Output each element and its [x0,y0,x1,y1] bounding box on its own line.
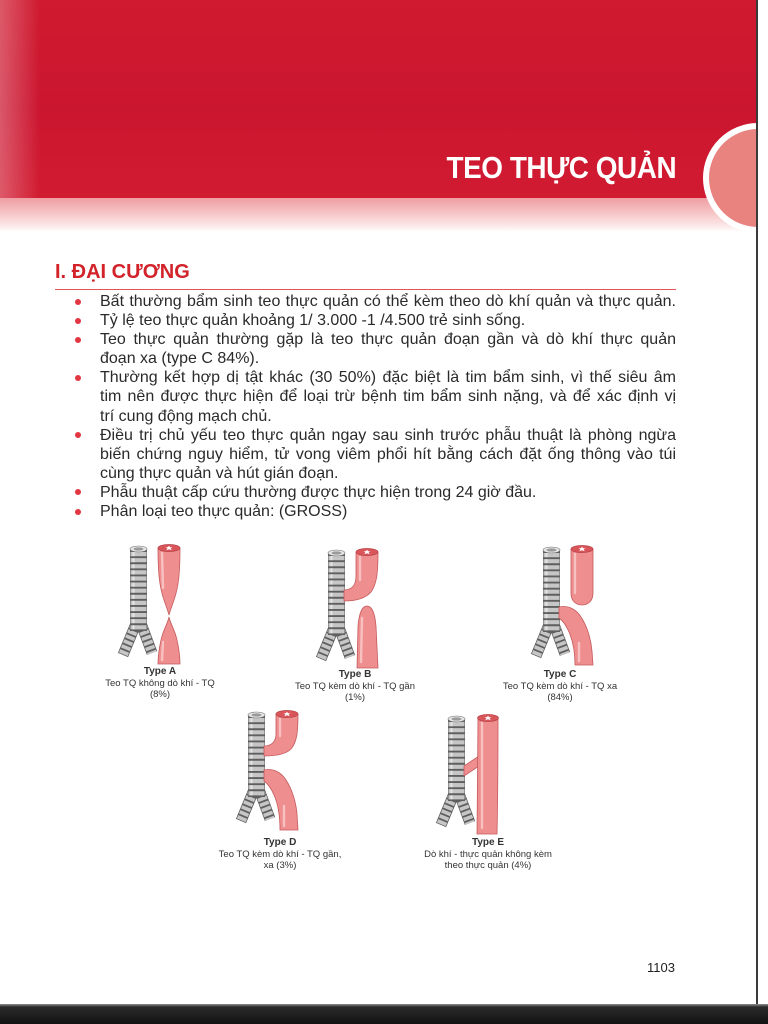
esophagus-opening [571,545,593,552]
esophagus-lower-segment-fistula [264,769,298,830]
esophagus-opening [158,544,180,551]
bullet-text: biến chứng nguy hiểm, tử vong viêm phổi hít bằng cách đặt ống thông vào túi [100,445,676,463]
chapter-title: TEO THỰC QUẢN [446,150,676,185]
figure-caption [470,669,650,704]
trachea [536,547,565,656]
bullet-text: đoạn xa (type C 84%). [100,350,260,368]
page-number: 1103 [647,960,675,975]
caption-line: theo thực quản (4%) [444,860,532,871]
caption-line: Teo TQ kèm dò khí - TQ xa [502,680,618,692]
bullet-dot-icon [75,509,81,515]
type-c-diagram [531,543,606,667]
caption-line: xa (3%) [263,860,297,871]
bullet-text: trí cung động mạch chủ. [100,407,272,425]
type-d-diagram [236,708,311,832]
bullet-list [100,292,676,521]
figure-label: Type E [471,837,505,848]
circle-ornament [700,120,757,236]
bullet-dot-icon [75,337,81,343]
figure-label: Type C [543,669,577,680]
scan-edge-right [756,0,758,1004]
section-heading: I. ĐẠI CƯƠNG [55,261,190,283]
trachea [241,712,270,821]
list-item [100,426,676,483]
bullet-dot-icon [75,375,81,381]
esophagus-opening [478,714,499,721]
list-item [100,311,676,330]
bullet-dot-icon [75,299,81,305]
bullet-text: Phân loại teo thực quản: (GROSS) [100,503,348,521]
scan-edge-bottom [0,1004,768,1024]
h-type-fistula [464,756,479,776]
caption-line: Teo TQ kèm dò khí - TQ gần [294,680,416,692]
trachea [321,550,350,659]
type-e-diagram [436,712,511,836]
caption-line: (1%) [344,692,366,703]
caption-line: (8%) [149,689,171,700]
bullet-text: cùng thực quản và hút gián đoạn. [100,464,339,482]
bullet-text: Thường kết hợp dị tật khác (30 50%) đặc biệt là tim bẩm sinh, vì thế siêu âm [100,369,676,387]
figure-label: Type A [143,666,177,677]
caption-line: Teo TQ không dò khí - TQ [105,677,215,689]
bullet-dot-icon [75,432,81,438]
list-item [100,292,676,311]
figure-caption [70,666,250,701]
bullet-dot-icon [75,318,81,324]
esophagus-opening [356,548,378,555]
figure-caption [190,837,370,872]
list-item [100,483,676,502]
figure-label: Type B [338,669,372,680]
bullet-text: Tỷ lệ teo thực quản khoảng 1/ 3.000 -1 /4.500 trẻ sinh sống. [100,312,526,330]
header-band [0,198,756,232]
caption-line: Dò khí - thực quản không kèm [424,848,552,860]
scan-shadow [0,0,40,198]
figure-caption [398,837,578,872]
trachea [123,546,152,655]
list-item [100,368,676,425]
figure-label: Type D [263,837,297,848]
list-item [100,330,676,368]
figure-caption [265,669,445,704]
caption-line: (84%) [547,692,573,703]
bullet-text: Điều trị chủ yếu teo thực quản ngay sau sinh trước phẫu thuật là phòng ngừa [100,426,676,444]
esophagus-continuous [477,718,498,834]
esophagus-opening [276,710,298,717]
bullet-text: Bất thường bẩm sinh teo thực quản có thể kèm theo dò khí quản và thực quản. [100,293,676,310]
heading-rule [55,289,676,290]
type-b-diagram [316,546,391,670]
bullet-text: Teo thực quản thường gặp là teo thực quản đoạn gần và dò khí thực quản [100,331,676,349]
bullet-text: tim nên được thực hiện để loại trừ bệnh tim bẩm sinh nặng, và để xác định vị [100,388,676,406]
list-item [100,502,676,521]
caption-line: Teo TQ kèm dò khí - TQ gần, [218,848,342,860]
type-a-diagram [118,542,193,666]
bullet-dot-icon [75,489,81,495]
bullet-text: Phẫu thuật cấp cứu thường được thực hiện trong 24 giờ đầu. [100,483,537,501]
